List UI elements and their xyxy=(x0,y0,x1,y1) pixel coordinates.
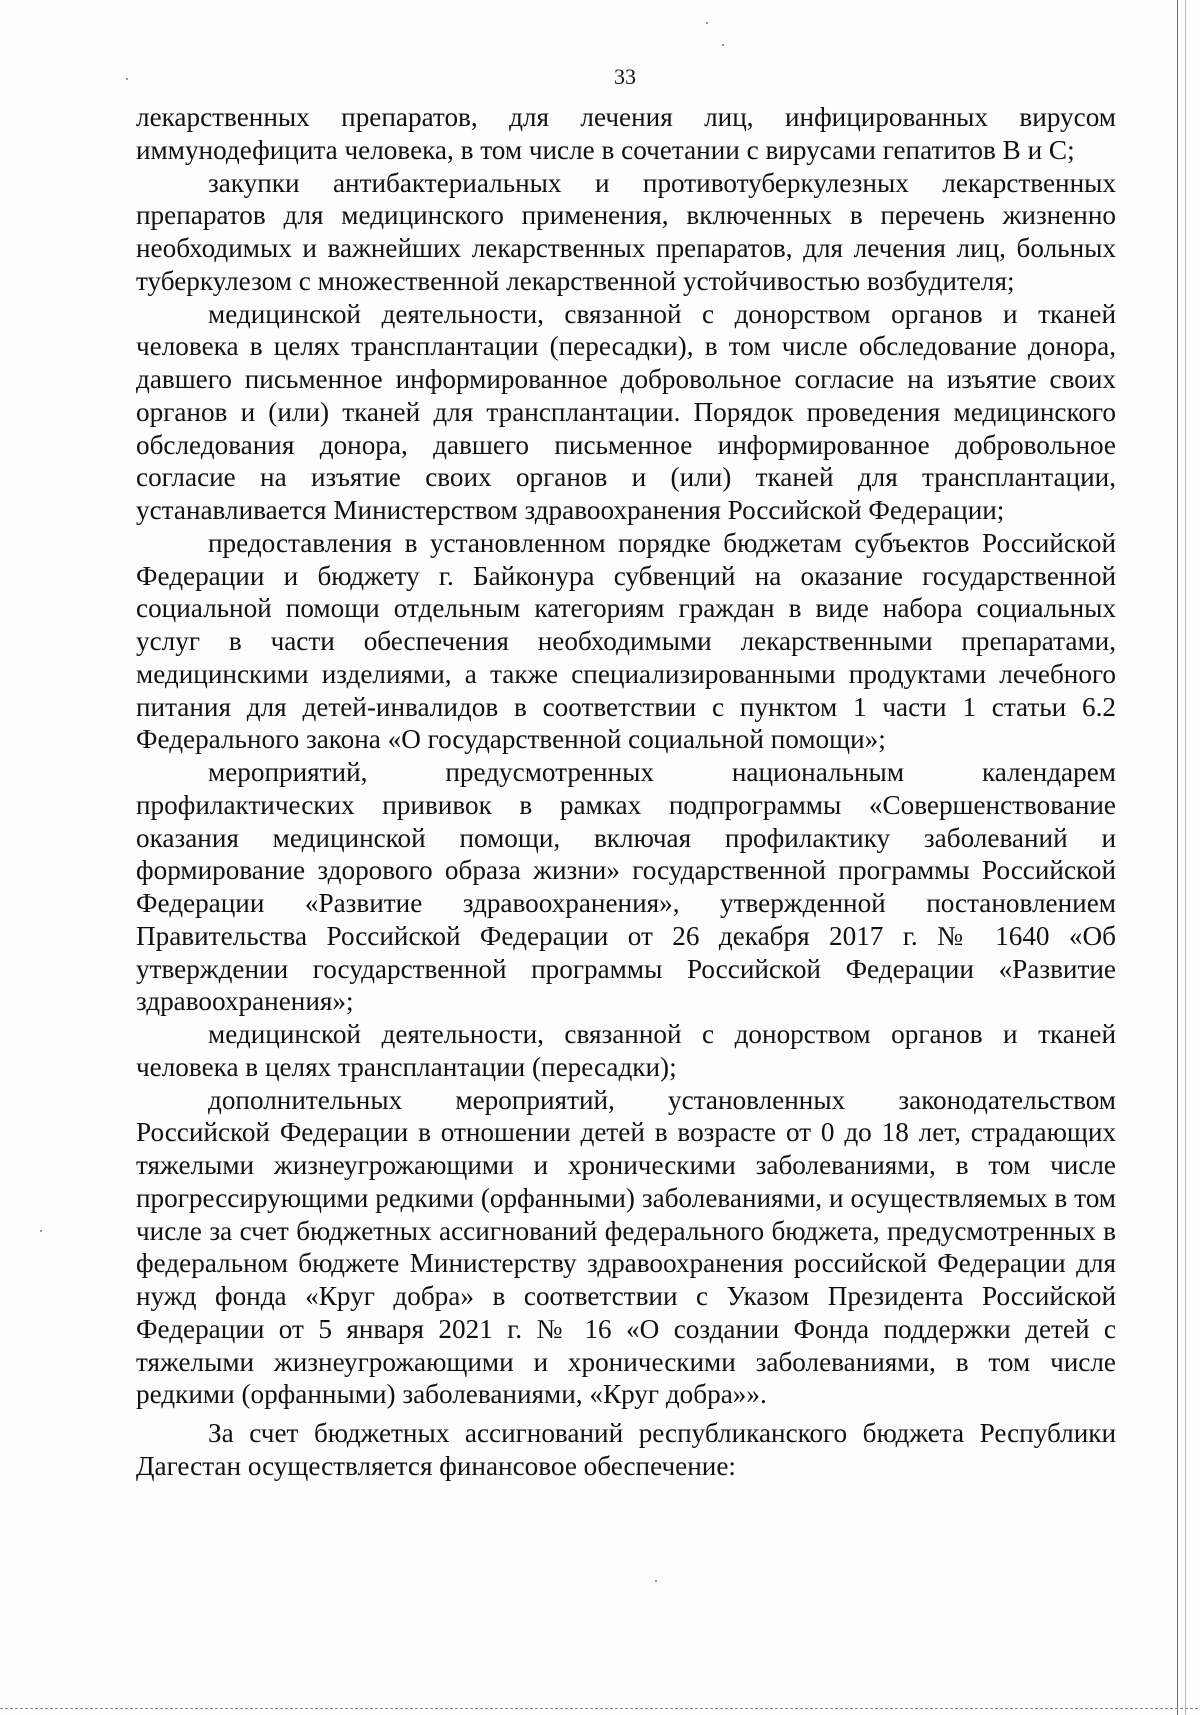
paragraph-tuberculosis-drugs: закупки антибактериальных и противотуберкулезных лекарственных препаратов для медицинского применения, включенных в перечень жизненно необходимых и важнейших лекарственных препаратов, для лечения лиц, больных туберкулезом с множественной лекарственной устойчивостью возбудителя; xyxy=(136,167,1116,296)
scan-edge-line xyxy=(1177,0,1178,1715)
paragraph-organ-donation-examination: медицинской деятельности, связанной с донорством органов и тканей человека в целях трансплантации (пересадки), в том числе обследование донора, давшего письменное информированное добровольное согласие на изъятие своих органов и (или) тканей для трансплантации. Порядок проведения медицинского обследования донора, давшего письменное информированное добровольное согласие на изъятие своих органов и (или) тканей для трансплантации, устанавливается Министерством здравоохранения Российской Федерации; xyxy=(136,298,1116,525)
scan-speck xyxy=(722,44,724,46)
paragraph-republic-budget: За счет бюджетных ассигнований республиканского бюджета Республики Дагестан осуществляется финансовое обеспечение: xyxy=(136,1418,1116,1481)
paragraph-vaccination-calendar: мероприятий, предусмотренных национальным календарем профилактических прививок в рамках подпрограммы «Совершенствование оказания медицинской помощи, включая профилактику заболеваний и формирование здорового образа жизни» государственной программы Российской Федерации «Развитие здравоохранения», утвержденной постановлением Правительства Российской Федерации от 26 декабря 2017 г. № 1640 «Об утверждении государственной программы Российской Федерации «Развитие здравоохранения»; xyxy=(136,757,1116,1017)
scan-speck xyxy=(706,22,708,24)
paragraph-organ-donation: медицинской деятельности, связанной с донорством органов и тканей человека в целях трансплантации (пересадки); xyxy=(136,1019,1116,1082)
scan-edge-line-outer xyxy=(1185,0,1186,1715)
page-number: 33 xyxy=(614,64,636,89)
paragraph-krug-dobra: дополнительных мероприятий, установленных законодательством Российской Федерации в отношении детей в возрасте от 0 до 18 лет, страдающих тяжелыми жизнеугрожающими и хроническими заболеваниями, в том числе прогрессирующими редкими (орфанными) заболеваниями, и осуществляемых в том числе за счет бюджетных ассигнований федерального бюджета, предусмотренных в федеральном бюджете Министерству здравоохранения российской Федерации для нужд фонда «Круг добра» в соответствии с Указом Президента Российской Федерации от 5 января 2021 г. № 16 «О создании Фонда поддержки детей с тяжелыми жизнеугрожающими и хроническими заболеваниями, в том числе редкими (орфанными) заболеваниями, «Круг добра»». xyxy=(136,1084,1116,1410)
scan-speck xyxy=(40,1230,42,1232)
paragraph-hiv-drugs-continuation: лекарственных препаратов, для лечения лиц, инфицированных вирусом иммунодефицита человека, в том числе в сочетании с вирусами гепатитов В и С; xyxy=(136,102,1116,165)
paragraph-subventions-baikonur: предоставления в установленном порядке бюджетам субъектов Российской Федерации и бюджету г. Байконура субвенций на оказание государственной социальной помощи отдельным категориям граждан в виде набора социальных услуг в части обеспечения необходимыми лекарственными препаратами, медицинскими изделиями, а также специализированными продуктами лечебного питания для детей-инвалидов в соответствии с пунктом 1 части 1 статьи 6.2 Федерального закона «О государственной социальной помощи»; xyxy=(136,527,1116,755)
scan-speck xyxy=(655,1580,657,1582)
scan-edge-bottom xyxy=(0,1708,1200,1709)
document-body xyxy=(136,101,1116,1483)
